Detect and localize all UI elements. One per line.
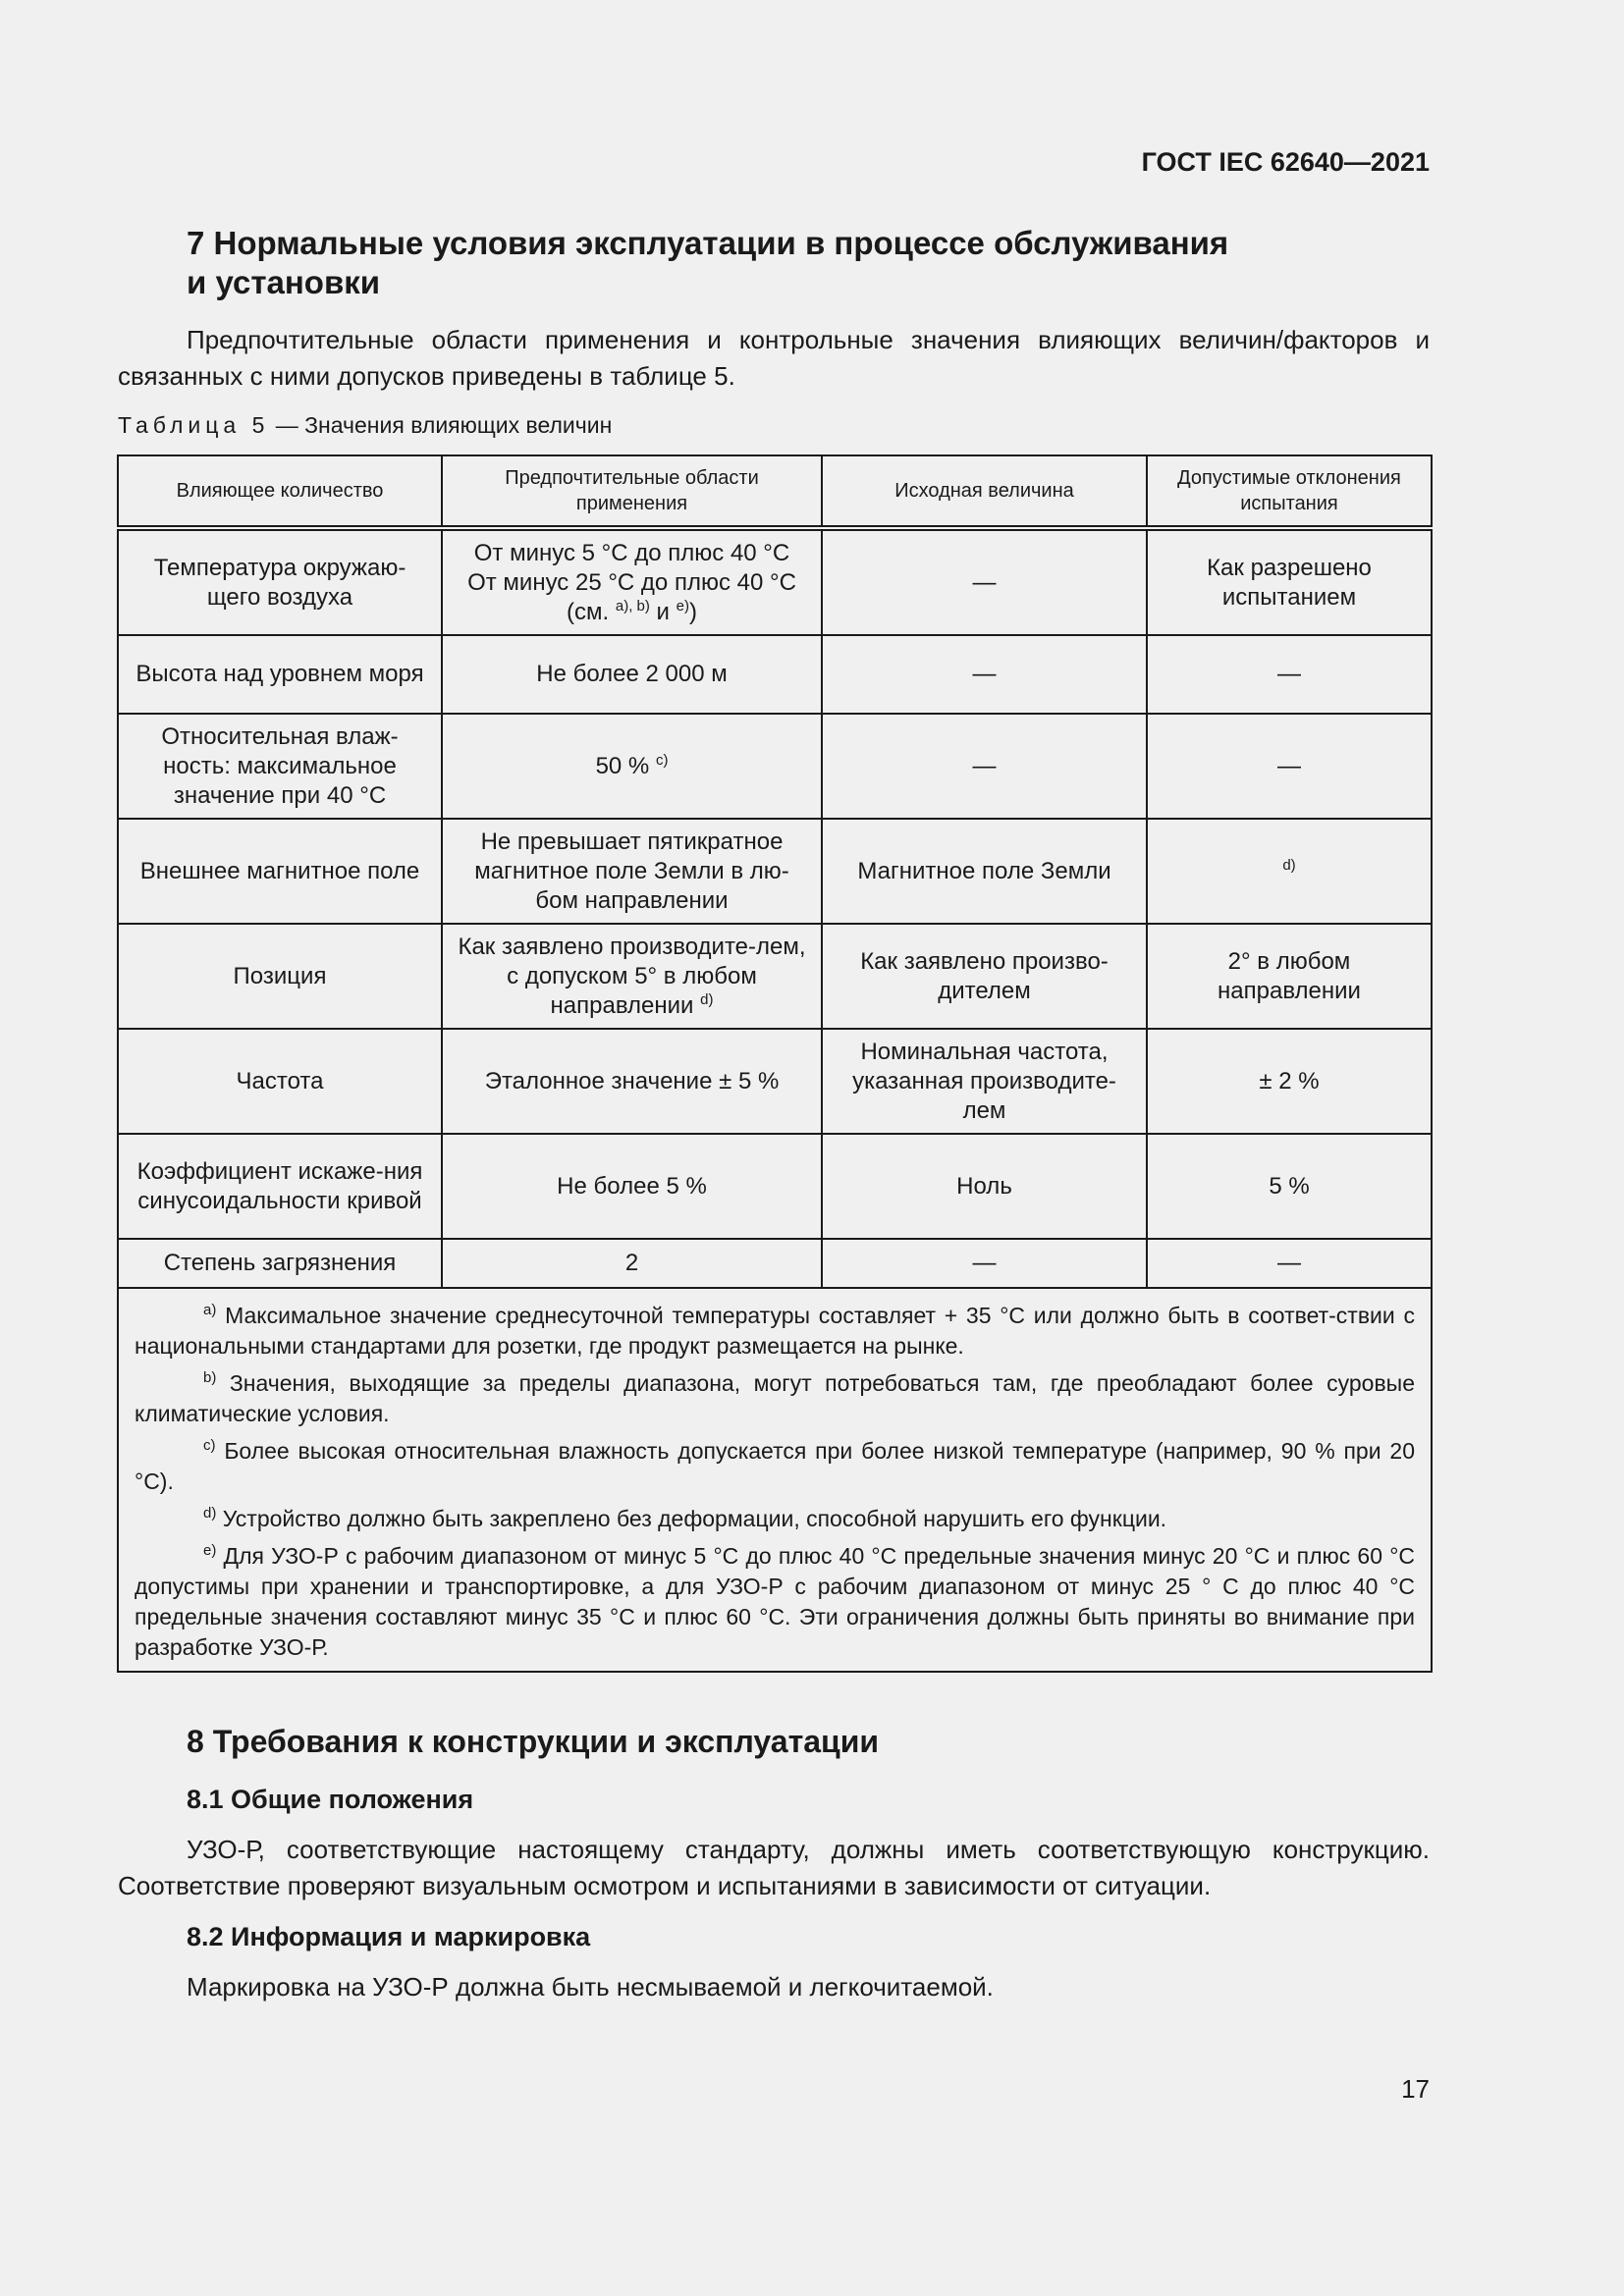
note-text: Более высокая относительная влажность допускается при более низкой температуре (например, 90 % при 20 °C). [135, 1438, 1415, 1494]
table-cell: — [822, 1239, 1147, 1288]
table-cell: Степень загрязнения [118, 1239, 442, 1288]
table-cell: 5 % [1147, 1134, 1432, 1239]
cell-text: Как заявлено производите-лем, с допуском 5° в любом направлении [458, 933, 806, 1019]
table-cell: Ноль [822, 1134, 1147, 1239]
header-cell: Предпочтительные области применения [442, 455, 822, 528]
table-cell: Высота над уровнем моря [118, 635, 442, 714]
note-text: Значения, выходящие за пределы диапазона, могут потребоваться там, где преобладают более суровые климатические условия. [135, 1370, 1415, 1426]
section-7-title-line1: 7 Нормальные условия эксплуатации в процессе обслуживания [187, 225, 1229, 261]
section-7-title-line2: и установки [187, 264, 381, 300]
table-cell: Позиция [118, 924, 442, 1029]
table-row [118, 924, 1432, 1029]
table-cell: Коэффициент искаже-ния синусоидальности кривой [118, 1134, 442, 1239]
table-row [118, 528, 1432, 635]
table-row [118, 1029, 1432, 1134]
table-cell: Не превышает пятикратное магнитное поле Земли в лю-бом направлении [442, 819, 822, 924]
cell-text: 50 % [595, 752, 656, 779]
table-caption-label: Таблица 5 [118, 412, 270, 438]
note-mark: e) [203, 1542, 217, 1559]
table-cell: — [822, 635, 1147, 714]
header-cell: Исходная величина [822, 455, 1147, 528]
table-cell: Как разрешено испытанием [1147, 528, 1432, 635]
header-cell: Влияющее количество [118, 455, 442, 528]
table-note [135, 1541, 1415, 1663]
note-text: Для УЗО-Р с рабочим диапазоном от минус 5 °C до плюс 40 °C предельные значения минус 20 °C и плюс 60 °C допустимы при хранении и транспортировке, а для УЗО-Р с рабочим диапазоном от минус 25 ° C до плюс 40 °C предельные значения составляют минус 35 °C и плюс 60 °C. Эти ограничения должны быть приняты во внимание при разработке УЗО-Р. [135, 1543, 1415, 1660]
table-row [118, 635, 1432, 714]
document-code: ГОСТ IEC 62640—2021 [1141, 147, 1430, 177]
table-cell [442, 528, 822, 635]
table-cell: Как заявлено произво-дителем [822, 924, 1147, 1029]
note-mark: c) [203, 1437, 216, 1454]
section-8-1-paragraph: УЗО-Р, соответствующие настоящему стандарту, должны иметь соответствующую конструкцию. Соответствие проверяют визуальным осмотром и испытаниями в зависимости от ситуации. [118, 1835, 1430, 1900]
table-cell [1147, 819, 1432, 924]
note-text: Максимальное значение среднесуточной температуры составляет + 35 °C или должно быть в соответ-ствии с национальными стандартами для розетки, где продукт размещается на рынке. [135, 1303, 1415, 1359]
table-row [118, 1239, 1432, 1288]
table-cell: — [1147, 635, 1432, 714]
table-cell: Внешнее магнитное поле [118, 819, 442, 924]
table-note [135, 1368, 1415, 1429]
table-cell: Не более 2 000 м [442, 635, 822, 714]
table-cell [442, 924, 822, 1029]
table-cell: Номинальная частота, указанная производите-лем [822, 1029, 1147, 1134]
table-cell: — [822, 528, 1147, 635]
cell-text: ) [688, 598, 697, 625]
table-row [118, 819, 1432, 924]
table-cell: Температура окружаю-щего воздуха [118, 528, 442, 635]
note-mark: b) [203, 1369, 217, 1386]
table-cell: Эталонное значение ± 5 % [442, 1029, 822, 1134]
cell-text: и [649, 598, 677, 625]
table-cell: Частота [118, 1029, 442, 1134]
table-cell: — [1147, 1239, 1432, 1288]
table-cell: Не более 5 % [442, 1134, 822, 1239]
note-mark: a) [203, 1302, 217, 1318]
influence-table [117, 454, 1433, 1673]
header-cell: Допустимые отклонения испытания [1147, 455, 1432, 528]
cell-line: От минус 25 °C до плюс 40 °C [467, 568, 796, 596]
table-note [135, 1301, 1415, 1362]
section-7-paragraph: Предпочтительные области применения и контрольные значения влияющих величин/факторов и связанных с ними допусков приведены в таблице 5. [118, 325, 1430, 391]
table-notes [118, 1288, 1432, 1672]
table-cell: — [822, 714, 1147, 819]
footnote-ref: d) [700, 990, 714, 1008]
table-note [135, 1436, 1415, 1497]
table-note [135, 1504, 1415, 1534]
footnote-ref: d) [1282, 856, 1296, 874]
table-row [118, 1134, 1432, 1239]
section-8-title: 8 Требования к конструкции и эксплуатации [187, 1724, 880, 1759]
table-cell: 2 [442, 1239, 822, 1288]
table-cell [442, 714, 822, 819]
table-cell: ± 2 % [1147, 1029, 1432, 1134]
cell-text: (см. [567, 598, 616, 625]
table-cell: Относительная влаж-ность: максимальное значение при 40 °C [118, 714, 442, 819]
section-7-title [187, 224, 1267, 302]
cell-line: От минус 5 °C до плюс 40 °C [473, 539, 790, 566]
section-8-2-paragraph: Маркировка на УЗО-Р должна быть несмываемой и легкочитаемой. [187, 1972, 994, 2002]
footnote-ref: c) [655, 751, 669, 769]
table-caption [118, 412, 612, 439]
table-cell: 2° в любом направлении [1147, 924, 1432, 1029]
page-number: 17 [1401, 2074, 1430, 2104]
section-8-2-title: 8.2 Информация и маркировка [187, 1922, 591, 1951]
note-text: Устройство должно быть закреплено без деформации, способной нарушить его функции. [216, 1506, 1167, 1531]
footnote-ref: a), b) [615, 597, 650, 614]
footnote-ref: e) [676, 597, 689, 614]
table-cell: — [1147, 714, 1432, 819]
cell-line [455, 598, 809, 627]
table-header-row [118, 455, 1432, 528]
table-cell: Магнитное поле Земли [822, 819, 1147, 924]
section-8-1-title: 8.1 Общие положения [187, 1785, 474, 1814]
table-notes-row [118, 1288, 1432, 1672]
table-row [118, 714, 1432, 819]
table-caption-text: — Значения влияющих величин [269, 412, 613, 438]
note-mark: d) [203, 1505, 217, 1522]
